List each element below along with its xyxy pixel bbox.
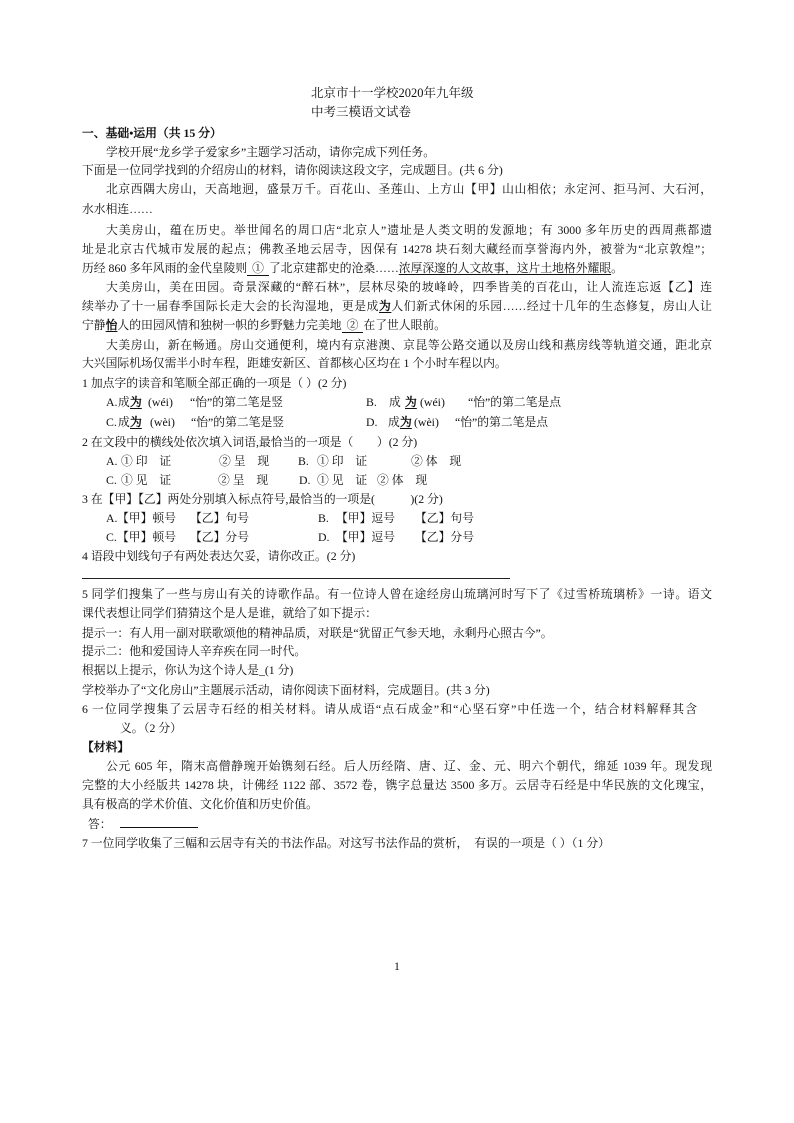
option-yi: 【乙】句号	[415, 511, 474, 525]
option-word-2: ② 体 现	[377, 473, 428, 487]
option-label: C.	[106, 530, 117, 544]
answer-blank-line	[120, 815, 198, 828]
option-word-2: ② 呈 现	[219, 454, 270, 468]
option-char: 成	[118, 395, 130, 409]
question-7-stem: 7 一位同学收集了三幅和云居寺有关的书法作品。对这写书法作品的赏析， 有误的一项是（ ）（1 分）	[82, 836, 610, 850]
option-label: B.	[366, 395, 377, 409]
question-5-answer-prompt: 根据以上提示，你认为这个诗人是_(1 分)	[82, 663, 294, 677]
question-2-stem: 2 在文段中的横线处依次填入词语,最恰当的一项是（ ）(2 分)	[82, 435, 418, 449]
exam-title-line2: 中考三模语文试卷	[311, 105, 412, 119]
passage-line: 大兴国际机场仅需半小时车程，距雄安新区、首都核心区均在 1 个小时车程以内。	[82, 356, 507, 370]
question-4-stem: 4 语段中划线句子有两处表达欠妥，请你改正。(2 分)	[82, 549, 356, 563]
section-heading: 一、基础•运用（共 15 分）	[82, 126, 222, 140]
question-5-hint-1: 提示一：有人用一副对联歌颂他的精神品质，对联是“犹留正气参天地，永剩丹心照古今”。	[82, 626, 553, 640]
option-label: D.	[299, 473, 311, 487]
question-1-stem: 1 加点字的读音和笔顺全部正确的一项是（ ）(2 分)	[82, 376, 347, 390]
activity-intro: 学校开展“龙乡学子爱家乡”主题学习活动，请你完成下列任务。	[106, 145, 435, 159]
fill-blank-1: ①	[247, 262, 269, 276]
passage-line-with-blank	[82, 317, 446, 333]
option-jia: 【甲】逗号	[336, 530, 395, 544]
question-1-options-row	[0, 414, 794, 430]
option-label: B.	[318, 511, 329, 525]
dotted-char: 怡	[105, 318, 118, 332]
fill-blank-2: ②	[342, 319, 364, 333]
option-dotted-char: 为	[130, 415, 142, 429]
option-label: A.	[106, 511, 118, 525]
option-word-2: ② 体 现	[411, 454, 462, 468]
option-jia: 【甲】逗号	[336, 511, 395, 525]
question-6-stem: 6 一位同学搜集了云居寺石经的相关材料。请从成语“点石成金”和“心坚石穿”中任选一个，结合材料解释其含	[82, 702, 697, 716]
option-jia: 【甲】顿号	[117, 530, 176, 544]
option-word-1: ① 印 证	[317, 454, 368, 468]
option-word-1: ① 见 证	[121, 473, 172, 487]
passage-text: 宁静	[82, 318, 106, 332]
question-3-options-row	[0, 510, 794, 526]
option-label: D.	[318, 530, 330, 544]
option-label: C.	[106, 415, 117, 429]
option-char: 成	[118, 415, 130, 429]
option-pinyin: (wéi)	[420, 395, 445, 409]
exam-title-line1: 北京市十一学校2020年九年级	[311, 86, 474, 100]
page-number: 1	[394, 959, 400, 973]
material-line: 完整的大小经版共 14278 块，计佛经 1122 部、3572 卷，镌字总量达 3500 多万。云居寺石经是中华民族的文化瑰宝，	[82, 778, 712, 792]
question-5-stem: 5 同学们搜集了一些与房山有关的诗歌作品。有一位诗人曾在途经房山琉璃河时写下了《过雪桥琉璃桥》一诗。语文	[82, 587, 712, 601]
passage-line-with-blank	[82, 260, 623, 276]
option-jia: 【甲】顿号	[117, 511, 176, 525]
material-line: 具有极高的学术价值、文化价值和历史价值。	[82, 797, 318, 811]
question-5-hint-2: 提示二：他和爱国诗人辛弃疾在同一时代。	[82, 644, 307, 658]
question-6-stem-continued: 义。（2 分）	[120, 721, 182, 735]
passage-text: 在了世人眼前。	[363, 318, 446, 332]
material-intro: 下面是一位同学找到的介绍房山的材料，请你阅读这段文字，完成题目。(共 6 分)	[82, 163, 503, 177]
option-label: D.	[366, 415, 378, 429]
passage-line-with-dotted-char	[82, 298, 712, 314]
passage-line: 北京西隅大房山，天高地迥，盛景万千。百花山、圣莲山、上方山【甲】山山相依；永定河、拒马河、大石河，	[106, 182, 712, 196]
option-word-2: ② 呈 现	[218, 473, 269, 487]
option-dotted-char: 为	[405, 395, 417, 409]
passage-line: 水水相连……	[82, 202, 153, 216]
passage-line: 大美房山，美在田园。奇景深藏的“醉石林”，层林尽染的坡峰岭，四季皆美的百花山，让人流连忘返【乙】连	[106, 280, 712, 294]
activity-2-intro: 学校举办了“文化房山”主题展示活动，请你阅读下面材料，完成题目。(共 3 分)	[82, 683, 490, 697]
option-dotted-char: 为	[130, 395, 142, 409]
option-yi: 【乙】分号	[190, 530, 249, 544]
question-1-options-row	[0, 394, 794, 410]
option-label: B.	[298, 454, 309, 468]
option-yi: 【乙】分号	[415, 530, 474, 544]
option-stroke: “怡”的第二笔是竖	[191, 415, 285, 429]
question-2-options-row	[0, 453, 794, 469]
passage-text: 。	[611, 261, 623, 275]
option-stroke: “怡”的第二笔是点	[455, 415, 549, 429]
option-stroke: “怡”的第二笔是竖	[190, 395, 284, 409]
option-dotted-char: 为	[400, 415, 412, 429]
passage-text: 人们新式休闲的乐园……经过十几年的生态修复，房山人让	[391, 299, 712, 313]
question-3-options-row	[0, 529, 794, 545]
passage-line: 大美房山，新在畅通。房山交通便利，境内有京港澳、京昆等公路交通以及房山线和燕房线等轨道交通，距北京	[106, 338, 712, 352]
option-pinyin: (wéi)	[148, 395, 173, 409]
passage-text: 人的田园风情和独树一帜的乡野魅力完美地	[117, 318, 342, 332]
option-label: A.	[106, 454, 118, 468]
option-word-1: ① 见 证	[317, 473, 368, 487]
question-3-stem: 3 在【甲】【乙】两处分别填入标点符号,最恰当的一项是( )(2 分)	[82, 492, 443, 506]
option-pinyin: (wèi)	[414, 415, 439, 429]
option-label: A.	[106, 395, 118, 409]
passage-text: 了北京建都史的沧桑……	[268, 261, 399, 275]
option-label: C.	[106, 473, 117, 487]
passage-line: 大美房山，蕴在历史。举世闻名的周口店“北京人”遗址是人类文明的发源地；有 3000 多年历史的西周燕都遗	[106, 223, 712, 237]
option-char: 成	[388, 415, 400, 429]
passage-line: 址是北京古代城市发展的起点；佛教圣地云居寺，因保有 14278 块石刻大藏经而享誉海内外，被誉为“北京敦煌”；	[82, 242, 712, 256]
material-line: 公元 605 年，隋末高僧静琬开始镌刻石经。后人历经隋、唐、辽、金、元、明六个朝代，绵延 1039 年。现发现	[106, 759, 712, 773]
question-5-stem-continued: 课代表想让同学们猜猜这个是人是谁，就给了如下提示：	[82, 606, 377, 620]
answer-label: 答：	[88, 817, 112, 831]
question-2-options-row	[0, 472, 794, 488]
option-pinyin: (wèi)	[150, 415, 175, 429]
passage-text: 续举办了十一届春季国际长走大会的长沟湿地，更是成	[82, 299, 379, 313]
answer-line	[82, 578, 510, 579]
answer-row	[88, 815, 198, 832]
underlined-sentence: 浓厚深邃的人文故事，这片土地格外耀眼	[398, 261, 612, 275]
option-yi: 【乙】句号	[190, 511, 249, 525]
material-heading: 【材料】	[82, 740, 130, 754]
dotted-char: 为	[379, 299, 392, 313]
option-word-1: ① 印 证	[121, 454, 172, 468]
option-stroke: “怡”的第二笔是点	[468, 395, 562, 409]
passage-text: 历经 860 多年风雨的金代皇陵则	[82, 261, 248, 275]
option-char: 成	[389, 395, 401, 409]
